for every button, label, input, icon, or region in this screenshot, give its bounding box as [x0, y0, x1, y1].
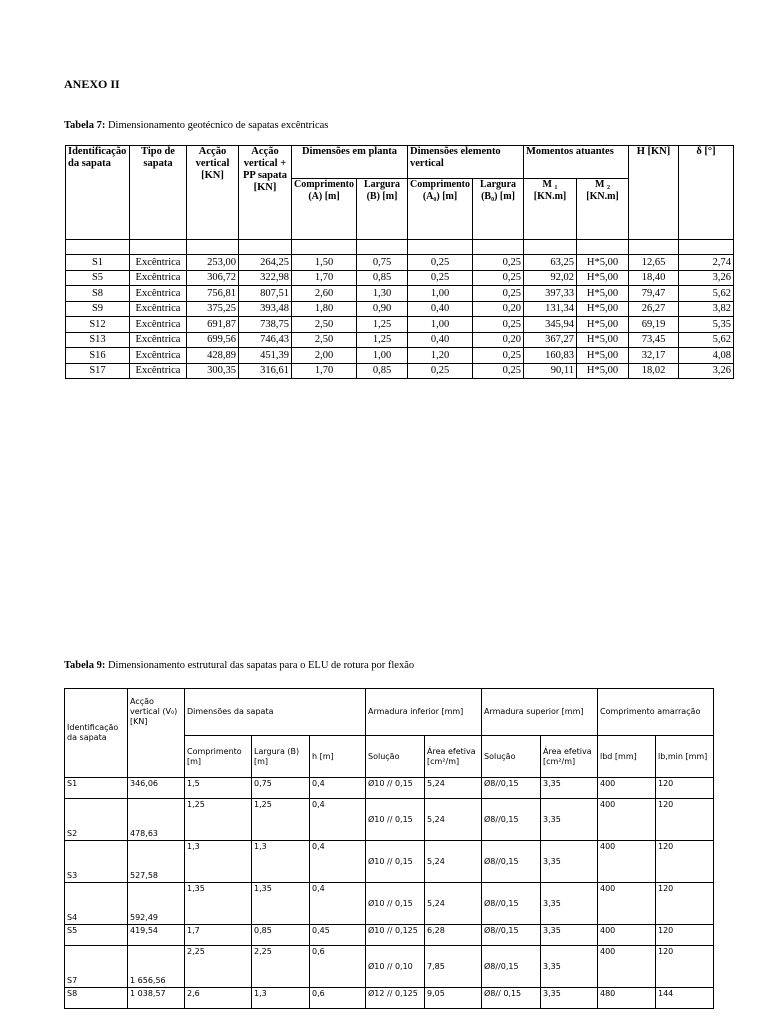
table-cell: H*5,00: [577, 363, 629, 379]
table-cell: 592,49: [128, 883, 185, 925]
t7-header-delta: δ [°]: [679, 146, 734, 240]
table-cell: 5,24: [425, 841, 482, 883]
table-cell: H*5,00: [577, 348, 629, 364]
annex-title: ANEXO II: [64, 77, 120, 91]
table-cell: S5: [65, 925, 128, 946]
table-cell: 0,4: [310, 799, 366, 841]
table-cell: Ø8//0,15: [482, 946, 541, 988]
table-cell: 144: [656, 988, 714, 1009]
table-cell: 0,20: [473, 301, 524, 317]
table-cell: 400: [598, 778, 656, 799]
table-cell: Ø12 // 0,125: [366, 988, 425, 1009]
table-cell: S17: [66, 363, 130, 379]
table-cell: 120: [656, 946, 714, 988]
table-cell: 1 038,57: [128, 988, 185, 1009]
table-row: [66, 348, 734, 364]
table-cell: 0,85: [252, 925, 310, 946]
table-cell: 5,24: [425, 883, 482, 925]
table-cell: 0,4: [310, 778, 366, 799]
table-cell: H*5,00: [577, 301, 629, 317]
table-cell: 253,00: [187, 255, 239, 271]
table-row: [65, 778, 714, 799]
table-cell: 746,43: [239, 332, 292, 348]
table-cell: Ø10 // 0,15: [366, 841, 425, 883]
table-cell: Excêntrica: [130, 255, 187, 271]
table-cell: 0,40: [408, 332, 473, 348]
table-cell: 3,82: [679, 301, 734, 317]
table-cell: Excêntrica: [130, 301, 187, 317]
table-cell: 1,00: [357, 348, 408, 364]
table-cell: 3,35: [541, 883, 598, 925]
table-cell: 5,24: [425, 778, 482, 799]
table9-structural: [64, 688, 714, 1009]
table-cell: 120: [656, 799, 714, 841]
table-cell: 1,70: [292, 270, 357, 286]
table9-caption: [64, 660, 414, 671]
table-cell: 79,47: [629, 286, 679, 302]
table-cell: Excêntrica: [130, 348, 187, 364]
table-cell: 0,90: [357, 301, 408, 317]
table-cell: 1 656,56: [128, 946, 185, 988]
table-cell: 0,85: [357, 363, 408, 379]
table-row: [65, 946, 714, 988]
table-row: [66, 332, 734, 348]
table-cell: S5: [66, 270, 130, 286]
table-cell: 5,24: [425, 799, 482, 841]
t9-header-id: Identificação da sapata: [65, 689, 128, 778]
table-cell: S4: [65, 883, 128, 925]
table-cell: 367,27: [524, 332, 577, 348]
table-cell: 1,80: [292, 301, 357, 317]
table-cell: 1,7: [185, 925, 252, 946]
table-cell: 4,08: [679, 348, 734, 364]
table-cell: Excêntrica: [130, 270, 187, 286]
table-cell: 1,25: [357, 332, 408, 348]
t7-header-largura: Largura (B) [m]: [357, 179, 408, 240]
t7-header-accao-vertical-pp: Acção vertical + PP sapata [KN]: [239, 146, 292, 240]
table-cell: 26,27: [629, 301, 679, 317]
table-cell: 2,25: [252, 946, 310, 988]
table-cell: 1,35: [252, 883, 310, 925]
table-cell: 699,56: [187, 332, 239, 348]
table-cell: 0,4: [310, 883, 366, 925]
t7-header-comprimento: Comprimento (A) [m]: [292, 179, 357, 240]
table-cell: 691,87: [187, 317, 239, 333]
table-cell: 264,25: [239, 255, 292, 271]
t7-header-tipo: Tipo de sapata: [130, 146, 187, 240]
table-cell: 400: [598, 799, 656, 841]
table-cell: 92,02: [524, 270, 577, 286]
table-cell: S12: [66, 317, 130, 333]
table-cell: 0,25: [408, 270, 473, 286]
table-cell: 0,25: [408, 255, 473, 271]
table-cell: 0,75: [252, 778, 310, 799]
table-cell: 1,30: [357, 286, 408, 302]
table-cell: H*5,00: [577, 270, 629, 286]
t7-header-dim-planta: Dimensões em planta: [292, 146, 408, 179]
table-cell: 90,11: [524, 363, 577, 379]
table-cell: 3,35: [541, 778, 598, 799]
table-cell: H*5,00: [577, 286, 629, 302]
table-cell: 400: [598, 925, 656, 946]
table-cell: 0,20: [473, 332, 524, 348]
table-row: [65, 925, 714, 946]
table-cell: 480: [598, 988, 656, 1009]
table-cell: 63,25: [524, 255, 577, 271]
table-cell: 756,81: [187, 286, 239, 302]
table-cell: 120: [656, 925, 714, 946]
table-cell: 3,26: [679, 270, 734, 286]
table7-caption-label: Tabela 7:: [64, 120, 106, 131]
table-cell: 1,3: [185, 841, 252, 883]
table-cell: H*5,00: [577, 332, 629, 348]
table-cell: Ø8//0,15: [482, 799, 541, 841]
table7-caption-text: Dimensionamento geotécnico de sapatas excêntricas: [105, 120, 329, 131]
t7-header-m1: M ₁ [KN.m]: [524, 179, 577, 240]
t9-header-accao-vertical: Acção vertical (V₀) [KN]: [128, 689, 185, 778]
table-row: [66, 255, 734, 271]
t9-header-lbd: lbd [mm]: [598, 736, 656, 778]
table-cell: S2: [65, 799, 128, 841]
table-cell: 400: [598, 841, 656, 883]
table-row: [65, 883, 714, 925]
table-row: [66, 286, 734, 302]
t7-header-momentos: Momentos atuantes: [524, 146, 629, 179]
table-cell: 0,25: [473, 317, 524, 333]
table-cell: 3,35: [541, 988, 598, 1009]
table-cell: 9,05: [425, 988, 482, 1009]
table-cell: 3,35: [541, 799, 598, 841]
table-cell: 1,35: [185, 883, 252, 925]
table-cell: 397,33: [524, 286, 577, 302]
table-cell: 2,74: [679, 255, 734, 271]
t9-header-comp-amarracao: Comprimento amarração: [598, 689, 714, 736]
table-cell: 12,65: [629, 255, 679, 271]
table-cell: S16: [66, 348, 130, 364]
table-row: [66, 317, 734, 333]
table-cell: 393,48: [239, 301, 292, 317]
table-cell: 120: [656, 778, 714, 799]
table-cell: 1,20: [408, 348, 473, 364]
table-cell: 0,25: [473, 363, 524, 379]
table-cell: H*5,00: [577, 255, 629, 271]
t9-header-arm-superior: Armadura superior [mm]: [482, 689, 598, 736]
table-cell: Excêntrica: [130, 317, 187, 333]
table-cell: S1: [65, 778, 128, 799]
t7-spacer-row: [66, 240, 734, 255]
t7-header-dim-elemento: Dimensões elemento vertical: [408, 146, 524, 179]
table-cell: 120: [656, 883, 714, 925]
table-cell: 32,17: [629, 348, 679, 364]
table-cell: 738,75: [239, 317, 292, 333]
table-cell: S13: [66, 332, 130, 348]
t9-header-h: h [m]: [310, 736, 366, 778]
table-cell: 306,72: [187, 270, 239, 286]
t9-header-area-sup: Área efetiva [cm²/m]: [541, 736, 598, 778]
table-cell: 300,35: [187, 363, 239, 379]
table-cell: 0,75: [357, 255, 408, 271]
table-cell: 0,45: [310, 925, 366, 946]
table-row: [65, 841, 714, 883]
table-cell: 400: [598, 883, 656, 925]
table-cell: 0,25: [473, 270, 524, 286]
table-cell: 0,25: [473, 255, 524, 271]
table-cell: 419,54: [128, 925, 185, 946]
table-cell: 1,50: [292, 255, 357, 271]
t9-header-dim-sapata: Dimensões da sapata: [185, 689, 366, 736]
t7-header-accao-vertical: Acção vertical [KN]: [187, 146, 239, 240]
t9-header-arm-inferior: Armadura inferior [mm]: [366, 689, 482, 736]
table-cell: 3,26: [679, 363, 734, 379]
table-cell: 131,34: [524, 301, 577, 317]
t7-header-h: H [KN]: [629, 146, 679, 240]
table-cell: 0,25: [473, 286, 524, 302]
table-cell: 69,19: [629, 317, 679, 333]
table-row: [66, 301, 734, 317]
table-cell: Excêntrica: [130, 286, 187, 302]
table-cell: 0,40: [408, 301, 473, 317]
table-cell: 73,45: [629, 332, 679, 348]
table-cell: 3,35: [541, 925, 598, 946]
t7-header-largura-b0: Largura (B₀) [m]: [473, 179, 524, 240]
table-cell: 2,6: [185, 988, 252, 1009]
table-cell: 375,25: [187, 301, 239, 317]
table-cell: 2,60: [292, 286, 357, 302]
t9-header-area-inf: Área efetiva [cm²/m]: [425, 736, 482, 778]
table-cell: Ø10 // 0,15: [366, 799, 425, 841]
table-cell: 345,94: [524, 317, 577, 333]
table7-caption: [64, 120, 328, 131]
table-cell: 0,25: [473, 348, 524, 364]
table9-caption-label: Tabela 9:: [64, 660, 106, 671]
t7-header-id: Identificação da sapata: [66, 146, 130, 240]
table-cell: S9: [66, 301, 130, 317]
table-cell: 1,25: [357, 317, 408, 333]
table-cell: 1,00: [408, 286, 473, 302]
table-cell: 120: [656, 841, 714, 883]
table-cell: 0,85: [357, 270, 408, 286]
table-cell: Ø8//0,15: [482, 841, 541, 883]
table-cell: Ø10 // 0,15: [366, 778, 425, 799]
table-cell: Ø8//0,15: [482, 778, 541, 799]
table-row: [65, 799, 714, 841]
table-cell: 478,63: [128, 799, 185, 841]
table-cell: 160,83: [524, 348, 577, 364]
table-cell: 6,28: [425, 925, 482, 946]
table-row: [66, 363, 734, 379]
table-cell: Ø8// 0,15: [482, 988, 541, 1009]
t9-header-lbmin: lb,min [mm]: [656, 736, 714, 778]
table-cell: 527,58: [128, 841, 185, 883]
table-cell: 3,35: [541, 946, 598, 988]
table-cell: Ø10 // 0,10: [366, 946, 425, 988]
table-cell: S7: [65, 946, 128, 988]
table-cell: 0,4: [310, 841, 366, 883]
table-cell: 5,62: [679, 332, 734, 348]
table-cell: 316,61: [239, 363, 292, 379]
table-cell: 451,39: [239, 348, 292, 364]
t9-header-solucao-sup: Solução: [482, 736, 541, 778]
t7-header-comprimento-a0: Comprimento (A₀) [m]: [408, 179, 473, 240]
t9-header-comprimento: Comprimento [m]: [185, 736, 252, 778]
table-cell: Excêntrica: [130, 332, 187, 348]
table-cell: 322,98: [239, 270, 292, 286]
table-cell: S1: [66, 255, 130, 271]
table-cell: Ø8//0,15: [482, 883, 541, 925]
table-cell: 18,40: [629, 270, 679, 286]
table-cell: 1,00: [408, 317, 473, 333]
t9-header-solucao-inf: Solução: [366, 736, 425, 778]
table-row: [65, 988, 714, 1009]
table9-caption-text: Dimensionamento estrutural das sapatas para o ELU de rotura por flexão: [105, 660, 415, 671]
t7-header-m2: M ₂ [KN.m]: [577, 179, 629, 240]
table-cell: S8: [66, 286, 130, 302]
t9-header-largura: Largura (B) [m]: [252, 736, 310, 778]
table-cell: Excêntrica: [130, 363, 187, 379]
table-cell: 1,5: [185, 778, 252, 799]
table-cell: 2,50: [292, 317, 357, 333]
table-cell: 2,25: [185, 946, 252, 988]
table7-geotechnical: [65, 145, 734, 379]
table-cell: H*5,00: [577, 317, 629, 333]
table-cell: S8: [65, 988, 128, 1009]
table-cell: 807,51: [239, 286, 292, 302]
table-cell: 0,25: [408, 363, 473, 379]
table-cell: 1,70: [292, 363, 357, 379]
table-cell: S3: [65, 841, 128, 883]
table-cell: 0,6: [310, 988, 366, 1009]
table-cell: Ø10 // 0,15: [366, 883, 425, 925]
table-cell: 18,02: [629, 363, 679, 379]
table-cell: 5,62: [679, 286, 734, 302]
table-cell: 3,35: [541, 841, 598, 883]
table-cell: 7,85: [425, 946, 482, 988]
table-cell: 1,3: [252, 841, 310, 883]
table-cell: 2,50: [292, 332, 357, 348]
table-cell: Ø10 // 0,125: [366, 925, 425, 946]
table-cell: 1,25: [252, 799, 310, 841]
table-cell: 5,35: [679, 317, 734, 333]
table-cell: 2,00: [292, 348, 357, 364]
table-cell: 346,06: [128, 778, 185, 799]
table-cell: 0,6: [310, 946, 366, 988]
table-cell: 1,25: [185, 799, 252, 841]
table-row: [66, 270, 734, 286]
table-cell: 1,3: [252, 988, 310, 1009]
table-cell: 400: [598, 946, 656, 988]
table-cell: Ø8//0,15: [482, 925, 541, 946]
table-cell: 428,89: [187, 348, 239, 364]
